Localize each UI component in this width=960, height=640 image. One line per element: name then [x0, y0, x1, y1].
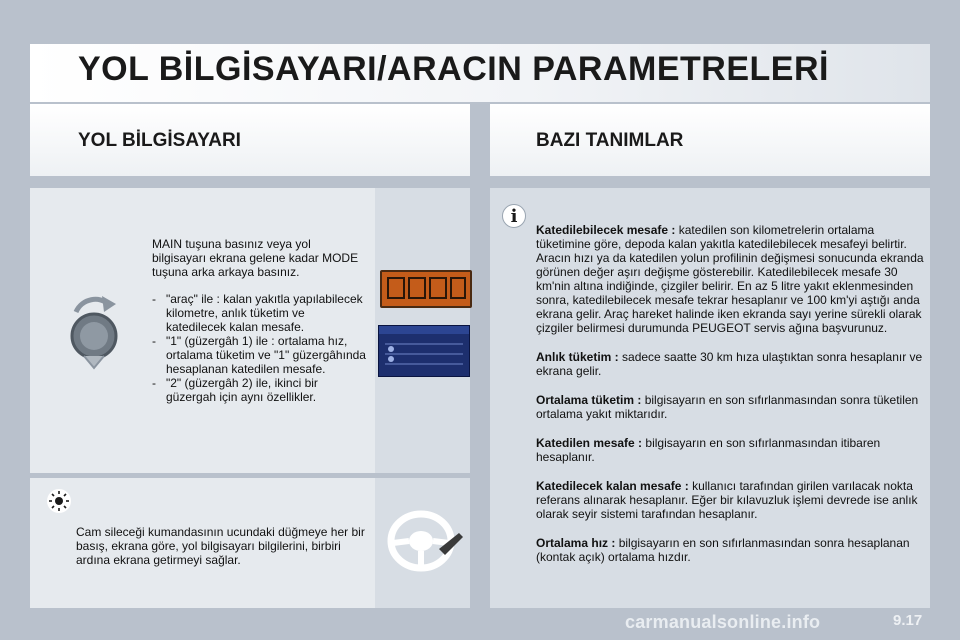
definition-term: Katedilen mesafe :	[536, 436, 643, 450]
steering-wheel-icon	[385, 505, 465, 575]
definition-term: Katedilecek kalan mesafe :	[536, 479, 689, 493]
definition-term: Ortalama tüketim :	[536, 393, 642, 407]
definition-term: Katedilebilecek mesafe :	[536, 223, 676, 237]
page-number: 9.17	[893, 612, 923, 629]
list-item-text: "araç" ile : kalan yakıtla yapılabilecek kilometre, anlık tüketim ve katedilecek kalan mesafe.	[166, 292, 363, 334]
right-section-title: BAZI TANIMLAR	[536, 130, 684, 151]
definition-item	[536, 393, 926, 421]
list-item	[152, 334, 367, 376]
info-icon: i	[502, 204, 526, 228]
list-dash: -	[152, 376, 156, 390]
rotary-knob-icon	[62, 290, 132, 370]
left-section-title: YOL BİLGİSAYARI	[78, 130, 241, 151]
list-item-text: "1" (güzergâh 1) ile : ortalama hız, ortalama tüketim ve "1" güzergâhında hesaplanan katedilen mesafe.	[166, 334, 366, 376]
definition-text: kullanıcı tarafından girilen varılacak nokta referans alınarak hesaplanır. Eğer bir kılavuzluk işlemi devrede ise anlık olarak seyir sistemi tarafından hesaplanır.	[536, 479, 918, 521]
definition-text: bilgisayarın en son sıfırlanmasından sonra hesaplanan (kontak açık) ortalama hızdır.	[536, 536, 910, 564]
definition-item	[536, 479, 926, 521]
instruction-block	[152, 237, 367, 404]
definition-item	[536, 436, 926, 464]
instruction-intro: MAIN tuşuna basınız veya yol bilgisayarı ekrana gelene kadar MODE tuşuna arka arkaya basınız.	[152, 237, 359, 279]
list-item	[152, 292, 367, 334]
list-item-text: "2" (güzergâh 2) ile, ikinci bir güzergah için aynı özellikler.	[166, 376, 318, 404]
navigation-display-screenshot	[378, 325, 470, 377]
list-dash: -	[152, 334, 156, 348]
watermark: carmanualsonline.info	[625, 612, 821, 632]
definition-text: bilgisayarın en son sıfırlanmasından sonra tüketilen ortalama yakıt miktarıdır.	[536, 393, 919, 421]
definition-item	[536, 536, 926, 564]
list-item	[152, 376, 367, 404]
display-icons	[382, 272, 470, 306]
definition-text: sadece saatte 30 km hıza ulaştıktan sonra hesaplanır ve ekrana gelir.	[536, 350, 923, 378]
tip-text: Cam sileceği kumandasının ucundaki düğmeye her bir basış, ekrana göre, yol bilgisayarı bilgilerini, birbiri ardına ekrana getirmeyi sağlar.	[76, 525, 365, 567]
definition-text: katedilen son kilometrelerin ortalama tüketimine göre, depoda kalan yakıtla katedilebilecek mesafeyi belirtir. Aracın hızı ya da katedilen yolun profilinin değişmesi sonucunda ekranda görünen değer aşırı değişme gösterebilir. Katedilebilecek mesafe 30 km'nin altına indiğinde, çizgiler belirir. En az 5 litre yakıt eklenmesinden sonra, katedilebilecek mesafe tekrar hesaplanır ve 100 km'yi aştığı anda ekrana gelir. Araç hareket halinde iken ekranda sayı yerine sürekli olarak çizgiler belirmesi durumunda PEUGEOT servis ağına başvurunuz.	[536, 223, 924, 335]
definition-item	[536, 350, 926, 378]
definitions-list	[536, 223, 926, 579]
definition-term: Anlık tüketim :	[536, 350, 619, 364]
definition-item	[536, 223, 926, 335]
definition-text: bilgisayarın en son sıfırlanmasından itibaren hesaplanır.	[536, 436, 881, 464]
list-dash: -	[152, 292, 156, 306]
sun-icon	[46, 488, 72, 514]
display-content	[379, 326, 469, 376]
orange-display-screenshot	[380, 270, 472, 308]
page-title: YOL BİLGİSAYARI/ARACIN PARAMETRELERİ	[78, 50, 829, 88]
mode-list	[152, 292, 367, 404]
definition-term: Ortalama hız :	[536, 536, 616, 550]
